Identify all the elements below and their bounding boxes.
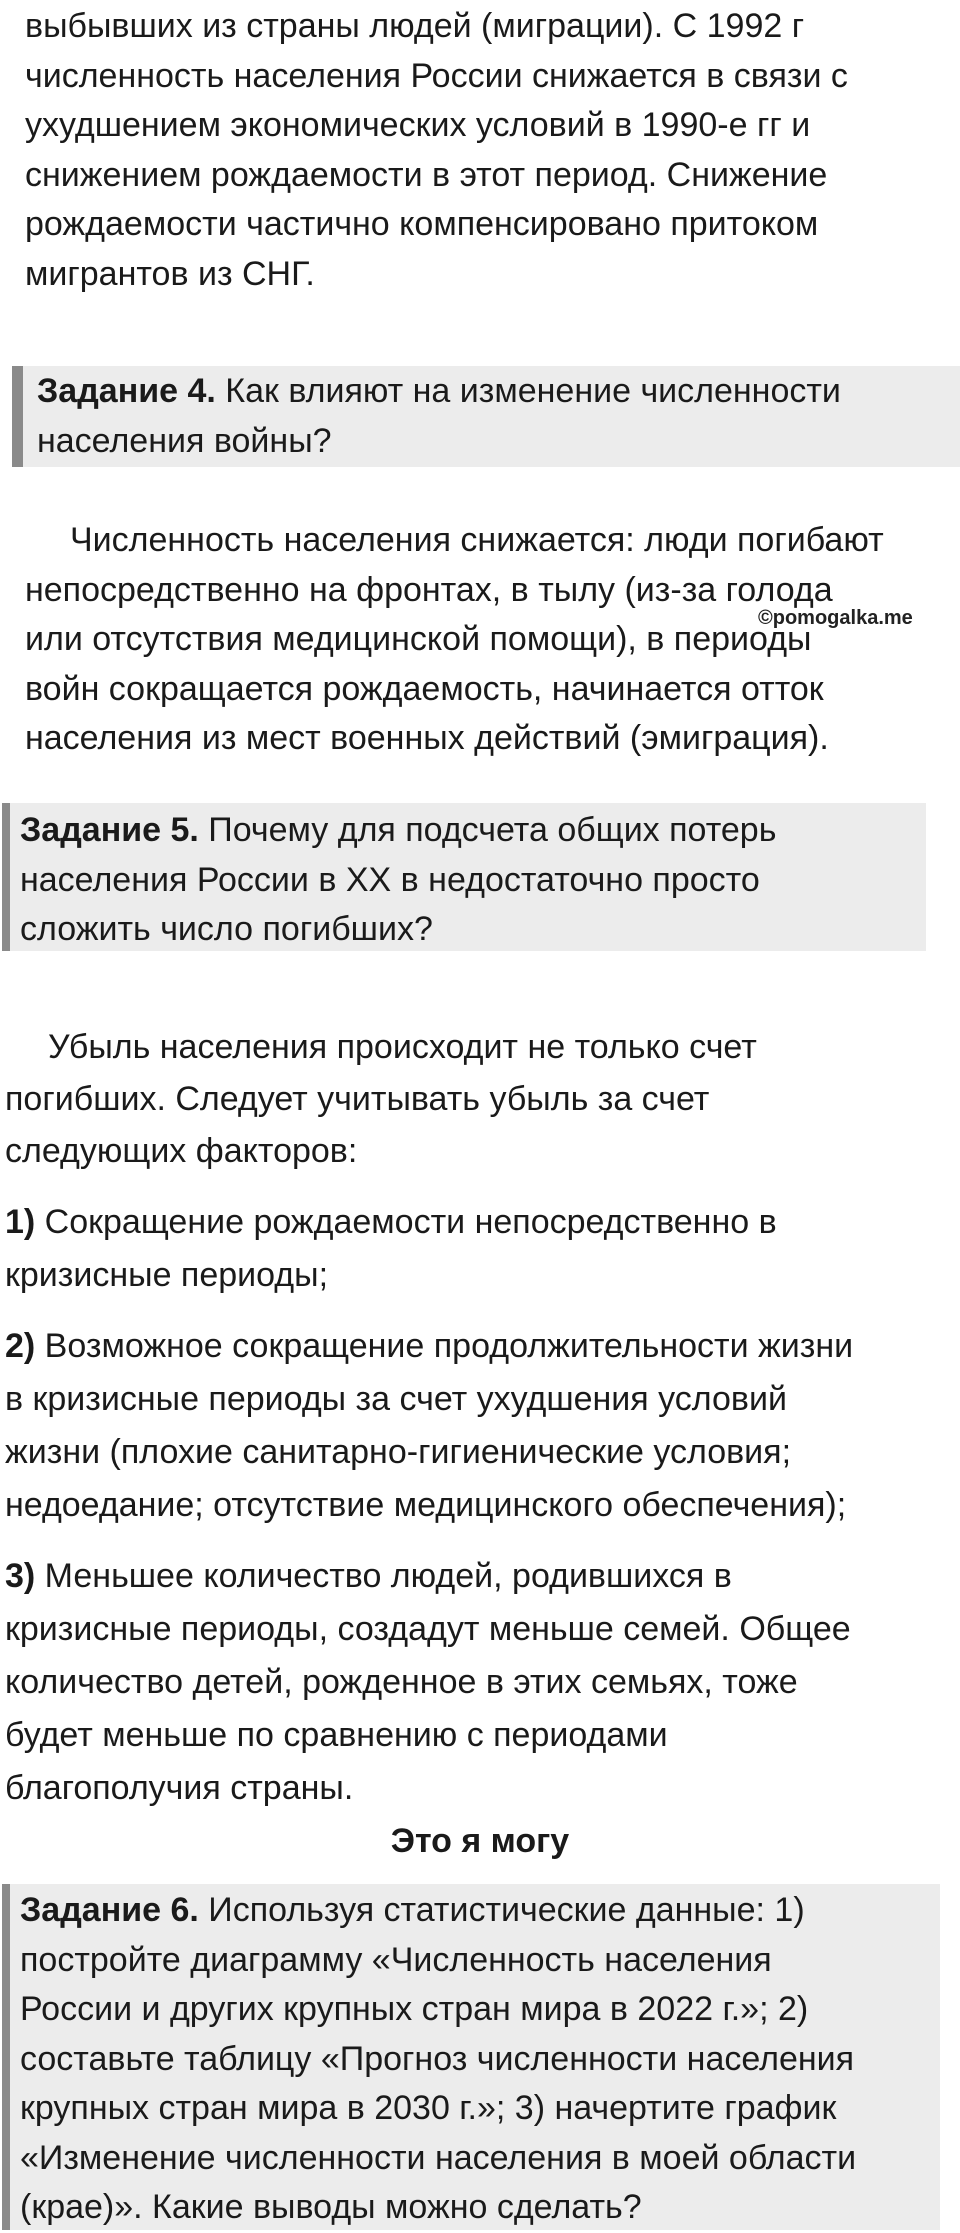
factor-item-1	[5, 1196, 945, 1302]
task-5-label: Задание 5.	[20, 811, 199, 849]
answer-4-line: или отсутствия медицинской помощи), в периоды	[25, 620, 812, 658]
answer-5-line: Убыль населения происходит не только счет	[48, 1028, 757, 1066]
intro-line: рождаемости частично компенсировано притоком	[25, 205, 819, 243]
factor-item-line: кризисные периоды, создадут меньше семей. Общее	[5, 1610, 851, 1648]
factor-text: Сокращение рождаемости непосредственно в	[35, 1203, 777, 1241]
task-6-label: Задание 6.	[20, 1891, 199, 1929]
factor-text: Возможное сокращение продолжительности жизни	[35, 1327, 854, 1365]
factor-item-line: жизни (плохие санитарно-гигиенические условия;	[5, 1433, 792, 1471]
task-5-text: Почему для подсчета общих потерь	[198, 811, 777, 849]
intro-line: численность населения России снижается в связи с	[25, 56, 848, 95]
answer-5-line: следующих факторов:	[5, 1132, 358, 1170]
factor-number: 3)	[5, 1557, 36, 1595]
factor-item-line: будет меньше по сравнению с периодами	[5, 1716, 668, 1754]
factor-item-line	[5, 1550, 945, 1603]
factor-number: 1)	[5, 1203, 36, 1241]
section-heading: Это я могу	[390, 1822, 570, 1860]
factor-text: Меньшее количество людей, родившихся в	[35, 1557, 732, 1595]
task-6-line: России и других крупных стран мира в 2022 г.»; 2)	[20, 1990, 809, 2028]
answer-4-line: непосредственно на фронтах, в тылу (из-за голода	[25, 570, 833, 609]
task-6-box	[2, 1884, 940, 2230]
factor-item-line: благополучия страны.	[5, 1769, 354, 1807]
intro-line: выбывших из страны людей (миграции). С 1992 г	[25, 7, 805, 45]
answer-4-paragraph	[25, 516, 960, 764]
answer-5-line: погибших. Следует учитывать убыль за счет	[5, 1080, 710, 1118]
factor-item-3	[5, 1550, 945, 1815]
intro-line: мигрантов из СНГ.	[25, 254, 315, 293]
task-6-line: (крае)». Какие выводы можно сделать?	[20, 2188, 642, 2226]
task-4-line	[37, 367, 960, 417]
intro-paragraph	[25, 2, 945, 299]
task-5-line: населения России в XX в недостаточно просто	[20, 860, 760, 899]
intro-line: ухудшением экономических условий в 1990-е гг и	[25, 106, 811, 144]
task-6-line: «Изменение численности населения в моей области	[20, 2138, 857, 2177]
task-4-text: Как влияют на изменение численности	[215, 372, 841, 410]
task-6-line: составьте таблицу «Прогноз численности населения	[20, 2039, 855, 2078]
task-6-line: постройте диаграмму «Численность населения	[20, 1940, 772, 1979]
factor-item-line	[5, 1196, 945, 1249]
answer-4-line: населения из мест военных действий (эмиграция).	[25, 719, 829, 757]
task-5-line	[20, 806, 926, 856]
factor-item-line: количество детей, рожденное в этих семьях, тоже	[5, 1663, 798, 1701]
factor-number: 2)	[5, 1327, 36, 1365]
task-6-line	[20, 1886, 940, 1936]
intro-line: снижением рождаемости в этот период. Снижение	[25, 155, 828, 194]
answer-4-line: Численность населения снижается: люди погибают	[70, 521, 884, 559]
factor-item-2	[5, 1320, 945, 1532]
task-6-line: крупных стран мира в 2030 г.»; 3) начертите график	[20, 2089, 837, 2127]
task-5-box	[2, 803, 926, 951]
task-4-box	[12, 366, 960, 467]
factor-item-line: в кризисные периоды за счет ухудшения условий	[5, 1380, 787, 1418]
answer-4-line: войн сокращается рождаемость, начинается отток	[25, 669, 824, 708]
factor-item-line: кризисные периоды;	[5, 1256, 329, 1294]
factor-item-line: недоедание; отсутствие медицинского обеспечения);	[5, 1486, 847, 1524]
task-6-text: Используя статистические данные: 1)	[198, 1891, 805, 1929]
task-4-line: населения войны?	[37, 421, 332, 460]
watermark: ©pomogalka.me	[758, 607, 913, 629]
answer-5-intro	[5, 1021, 945, 1177]
task-5-line: сложить число погибших?	[20, 910, 433, 948]
task-4-label: Задание 4.	[37, 372, 216, 410]
factor-item-line	[5, 1320, 945, 1373]
